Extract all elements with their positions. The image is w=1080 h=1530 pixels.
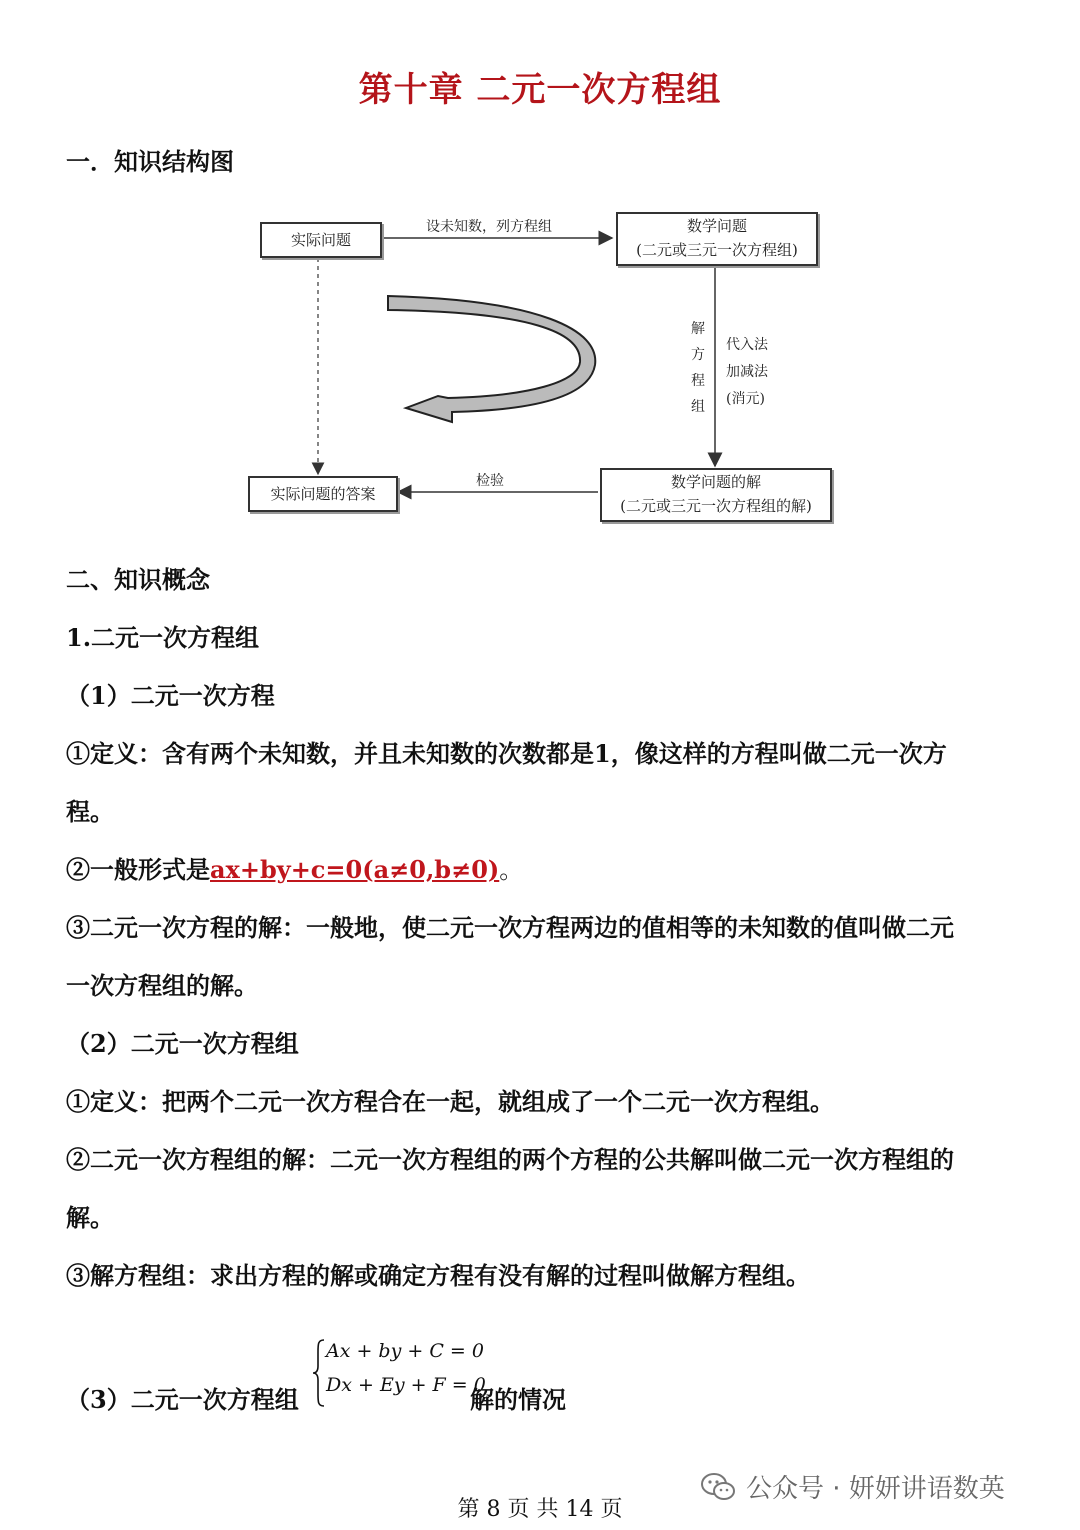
solution-system-line2: 解。 bbox=[66, 1203, 114, 1232]
box-actual-problem: 实际问题 bbox=[260, 222, 382, 258]
general-form-suffix: 。 bbox=[499, 856, 524, 884]
left-brace-icon bbox=[312, 1338, 326, 1408]
label-solve-vertical bbox=[690, 316, 706, 420]
subheading-linear-system: 1.二元一次方程组 bbox=[66, 623, 260, 652]
solve-char: 组 bbox=[691, 399, 705, 415]
subheading-system-solutions: （3）二元一次方程组 bbox=[66, 1385, 299, 1414]
general-form bbox=[66, 850, 523, 885]
box-math-problem bbox=[616, 212, 818, 266]
page-footer: 第 8 页 共 14 页 bbox=[457, 1497, 623, 1522]
definition-equation-line1: ①定义：含有两个未知数，并且未知数的次数都是1，像这样的方程叫做二元一次方 bbox=[66, 739, 947, 768]
watermark-text: 公众号 · 妍妍讲语数英 bbox=[746, 1474, 1005, 1504]
page-title: 第十章 二元一次方程组 bbox=[358, 70, 722, 110]
curved-return-arrow bbox=[388, 296, 595, 422]
label-set-up-equations: 设未知数，列方程组 bbox=[426, 219, 552, 235]
definition-equation-line2: 程。 bbox=[66, 797, 114, 826]
box-math-problem-line1: 数学问题 bbox=[686, 217, 747, 235]
knowledge-structure-diagram bbox=[240, 200, 840, 530]
solution-system-line1: ②二元一次方程组的解：二元一次方程组的两个方程的公共解叫做二元一次方程组的 bbox=[66, 1145, 954, 1174]
wechat-icon bbox=[700, 1472, 736, 1502]
solve-char: 程 bbox=[691, 373, 705, 389]
system-equation-2: Dx + Ey + F = 0 bbox=[326, 1374, 486, 1396]
equation-system bbox=[312, 1338, 486, 1408]
solve-char: 解 bbox=[691, 321, 705, 337]
general-form-prefix: ②一般形式是 bbox=[66, 855, 210, 884]
method-note: (消元) bbox=[726, 391, 765, 407]
general-form-formula: ax+by+c=0(a≠0,b≠0) bbox=[210, 855, 500, 884]
label-methods bbox=[726, 332, 768, 413]
box-math-solution-line2: (二元或三元一次方程组的解) bbox=[620, 497, 812, 515]
method-substitution: 代入法 bbox=[726, 337, 768, 353]
solving-system-definition: ③解方程组：求出方程的解或确定方程有没有解的过程叫做解方程组。 bbox=[66, 1261, 810, 1290]
section-heading-concepts: 二、知识概念 bbox=[66, 565, 210, 594]
box-math-solution-line1: 数学问题的解 bbox=[670, 473, 761, 491]
solve-char: 方 bbox=[691, 347, 705, 363]
box-math-problem-line2: (二元或三元一次方程组) bbox=[636, 241, 798, 259]
system-solutions-suffix: 解的情况 bbox=[470, 1385, 566, 1414]
box-math-solution bbox=[600, 468, 832, 522]
subheading-linear-system-2: （2）二元一次方程组 bbox=[66, 1029, 299, 1058]
solution-equation-line1: ③二元一次方程的解：一般地，使二元一次方程两边的值相等的未知数的值叫做二元 bbox=[66, 913, 954, 942]
box-actual-answer: 实际问题的答案 bbox=[248, 476, 398, 512]
method-elimination: 加减法 bbox=[726, 364, 768, 380]
section-heading-structure: 一．知识结构图 bbox=[66, 147, 234, 176]
solution-equation-line2: 一次方程组的解。 bbox=[66, 971, 258, 1000]
system-equation-1: Ax + by + C = 0 bbox=[326, 1340, 484, 1362]
subheading-linear-equation: （1）二元一次方程 bbox=[66, 681, 275, 710]
watermark bbox=[700, 1468, 1005, 1505]
definition-system: ①定义：把两个二元一次方程合在一起，就组成了一个二元一次方程组。 bbox=[66, 1087, 834, 1116]
label-verify: 检验 bbox=[476, 473, 504, 489]
